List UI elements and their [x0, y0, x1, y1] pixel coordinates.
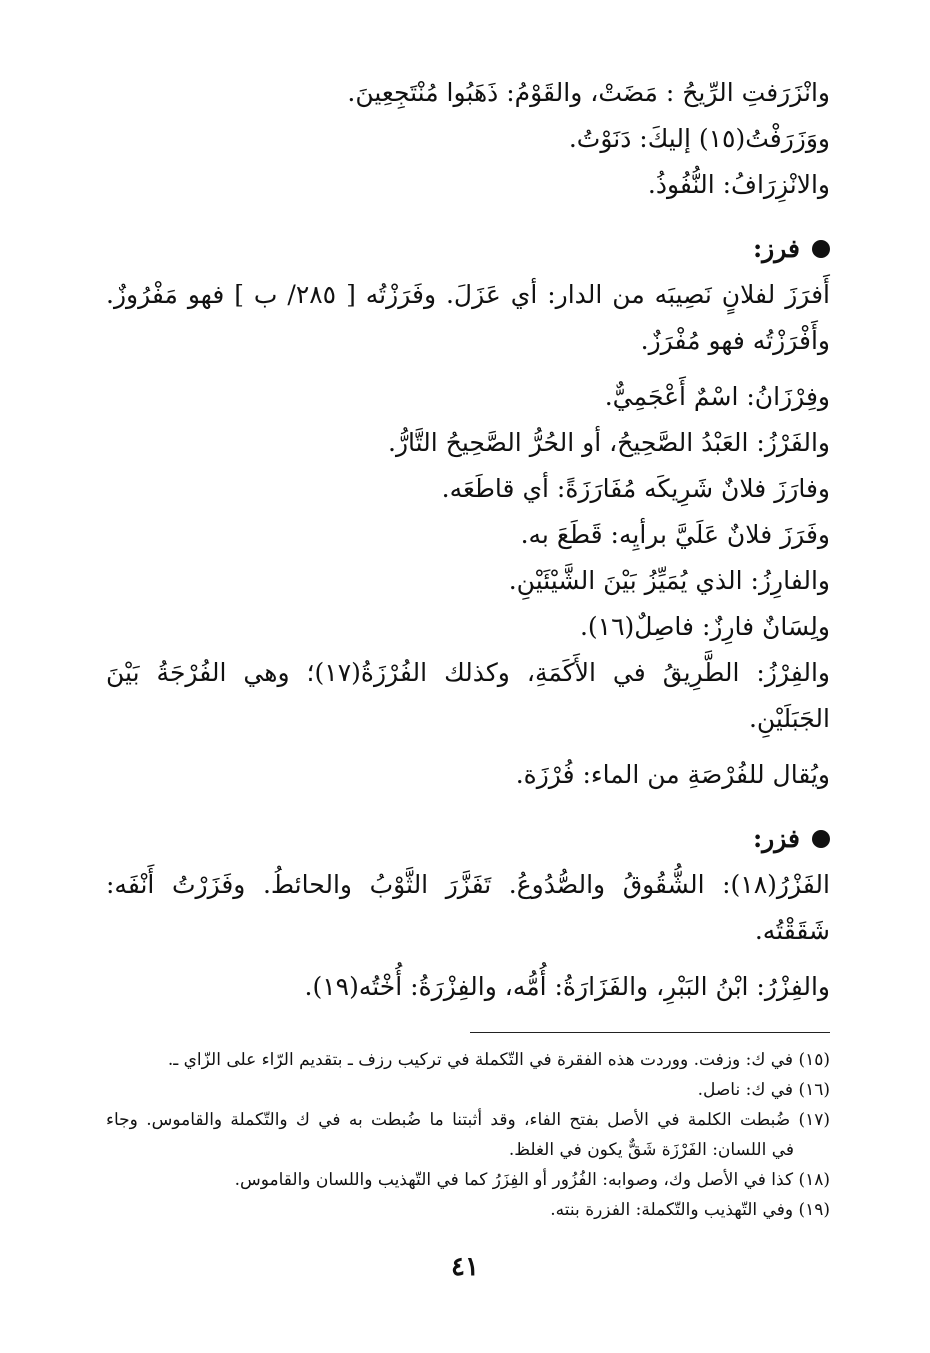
text-line: الفَزْرُ(١٨): الشُّقُوقُ والصُّدُوعُ. تَفَزَّرَ الثَّوْبُ والحائطُ. وفَزَرْتُ أَنْفَه: — [106, 870, 830, 899]
text-line: والفارِزُ: الذي يُمَيِّزُ بَيْنَ الشَّيْئَيْنِ. — [508, 566, 830, 595]
page-number: ٤١ — [451, 1252, 479, 1282]
text-line: والفِرْزُ: الطَّرِيقُ في الأَكَمَةِ، وكذلك الفُرْزَةُ(١٧)؛ وهي الفُرْجَةُ بَيْنَ — [106, 658, 831, 687]
text-line: والفَرْزُ: العَبْدُ الصَّحِيحُ، أو الحُرُّ الصَّحِيحُ التَّارُّ. — [388, 428, 830, 457]
text-line: ولِسَانٌ فارِزٌ: فاصِلٌ(١٦). — [579, 612, 830, 641]
text-line: وأَفْرَزْتُه فهو مُفْرَزٌ. — [640, 326, 830, 355]
footnotes — [106, 1045, 830, 1225]
entry-heading-label: فزر: — [752, 824, 800, 853]
entry-heading-fazr — [106, 816, 830, 862]
text-line: وفَرَزَ فلانٌ عَلَيَّ برأيِه: قَطَعَ به. — [520, 520, 830, 549]
footnote-divider — [470, 1032, 830, 1033]
entry-heading-farz — [106, 226, 830, 272]
footnote: (١٩) وفي التّهذيب والتّكملة: الفزرة بنته. — [550, 1200, 830, 1220]
text-line: ووَزَرَفْتُ(١٥) إليكَ: دَنَوْتُ. — [568, 124, 830, 153]
bullet-icon — [812, 240, 830, 258]
text-line: وانْزَرَفتِ الرِّيحُ : مَضَتْ، والقَوْمُ: ذَهَبُوا مُنْتَجِعِينَ. — [347, 78, 830, 107]
text-line: شَقَقْتُه. — [754, 916, 830, 945]
text-line: والفِزْرُ: ابْنُ البَبْرِ، والفَزَارَةُ: أُمُّه، والفِزْرَةُ: أُخْتُه(١٩). — [304, 972, 830, 1001]
main-text — [106, 70, 830, 1010]
text-line: أَفرَزَ لفلانٍ نَصِيبَه من الدار: أي عَزَلَ. وفَرَزْتُه [ ٢٨٥/ ب ] فهو مَفْرُوزٌ. — [106, 280, 830, 309]
footnote: (١٧) ضُبطت الكلمة في الأصل بفتح الفاء، وقد أثبتنا ما ضُبطت به في ك والتّكملة والقاموس. وجاء — [106, 1110, 830, 1130]
text-line: الجَبَلَيْنِ. — [748, 704, 830, 733]
entry-heading-label: فرز: — [752, 234, 800, 263]
footnote: (١٦) في ك: ناصل. — [697, 1080, 830, 1100]
text-line: والانْزِرَافُ: النُّفُوذُ. — [647, 170, 830, 199]
text-line: ويُقال للفُرْصَةِ من الماء: فُرْزَة. — [515, 760, 830, 789]
footnote: (١٥) في ك: وزفت. ووردت هذه الفقرة في التّكملة في تركيب رزف ـ بتقديم الرّاء على الزّاي ـ. — [167, 1050, 830, 1070]
text-line: وفِرْزَانُ: اسْمٌ أَعْجَمِيٌّ. — [604, 382, 830, 411]
footnote: (١٨) كذا في الأصل وك، وصوابه: الفُزُور أو الفِزَرُ كما في التّهذيب واللسان والقاموس. — [234, 1170, 830, 1190]
bullet-icon — [812, 830, 830, 848]
text-line: وفارَزَ فلانٌ شَرِيكَه مُفَارَزَةً: أي قاطَعَه. — [441, 474, 830, 503]
footnote-continuation: في اللسان: الفَرْزَة شَقٌّ يكون في الغلظ. — [508, 1140, 794, 1160]
